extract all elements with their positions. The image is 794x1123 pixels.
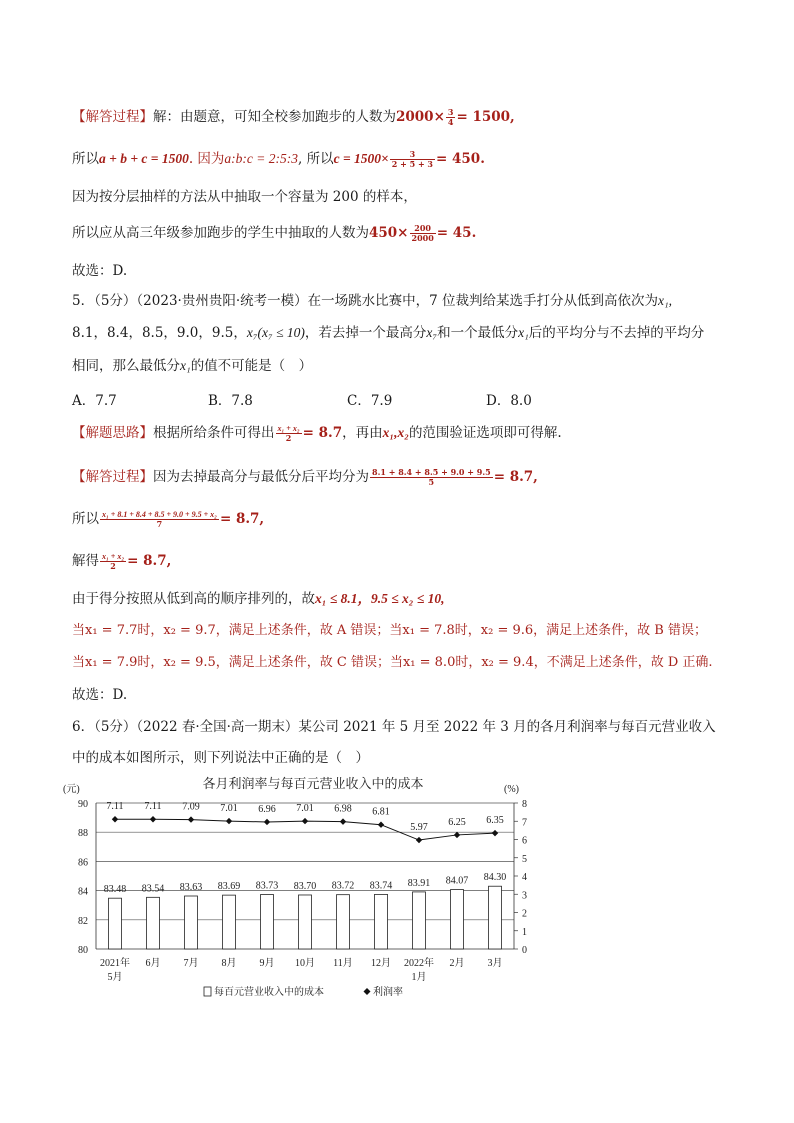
right-tick-label: 3 xyxy=(522,890,527,902)
profit-point-label: 7.01 xyxy=(296,803,314,815)
cost-bar-label: 84.07 xyxy=(445,875,469,887)
profit-point-label: 6.98 xyxy=(334,803,352,815)
profit-point-label: 7.11 xyxy=(106,801,124,813)
legend-bar-swatch xyxy=(204,987,211,996)
q4-solution-line1: 【解答过程】解：由题意，可知全校参加跑步的人数为2000× $\frac{3}{4}$ = 1500, xyxy=(72,107,515,127)
profit-point xyxy=(150,816,156,822)
cost-bar xyxy=(147,897,160,949)
left-tick-label: 86 xyxy=(78,857,88,869)
q4-answer: 故选：D. xyxy=(72,263,128,279)
cost-bar xyxy=(223,895,236,949)
q6-stem-line1: 6．（5分）（2022 春·全国·高一期末）某公司 2021 年 5 月至 2022 年 3 月的各月利润率与每百元营业收入 xyxy=(72,719,716,735)
q5-solution-line5: 当x₁ = 7.7时，x₂ = 9.7，满足上述条件，故 A 错误；当x₁ = 7.8时，x₂ = 9.6，满足上述条件，故 B 错误； xyxy=(72,623,707,638)
left-tick-label: 84 xyxy=(78,886,88,898)
profit-point-label: 6.25 xyxy=(448,816,466,828)
profit-point-label: 7.09 xyxy=(182,801,200,813)
category-label: 7月 xyxy=(183,958,199,969)
cost-bar-label: 83.72 xyxy=(331,880,355,892)
cost-bar xyxy=(451,890,464,949)
left-tick-label: 82 xyxy=(78,915,88,927)
profit-point xyxy=(264,819,270,825)
q5-hint: 【解题思路】根据所给条件可得出 $\frac{\text{x₁ + x₂}}{2}$ = 8.7，再由x₁,x₂的范围验证选项即可得解. xyxy=(72,424,562,443)
q5-solution-line4: 由于得分按照从低到高的顺序排列的，故x₁ ≤ 8.1，9.5 ≤ x₂ ≤ 10, xyxy=(72,591,445,607)
cost-bar-label: 83.91 xyxy=(407,877,431,889)
right-tick-label: 8 xyxy=(522,799,527,810)
category-label: 8月 xyxy=(221,958,237,969)
category-label: 6月 xyxy=(145,958,161,969)
cost-bar-label: 83.63 xyxy=(179,882,203,894)
q5-stem-line2: 8.1，8.4，8.5，9.0，9.5，x₇(x₇ ≤ 10)，若去掉一个最高分x₇和一个最低分x₁后的平均分与不去掉的平均分 xyxy=(72,325,705,341)
cost-bar xyxy=(109,898,122,949)
right-tick-label: 7 xyxy=(522,817,527,829)
profit-point xyxy=(226,818,232,824)
right-tick-label: 5 xyxy=(522,853,527,865)
category-label: 11月 xyxy=(333,958,353,969)
q5-option-b: B．7.8 xyxy=(208,393,253,409)
profit-point xyxy=(188,816,194,822)
profit-point xyxy=(302,818,308,824)
right-axis-unit: (%) xyxy=(504,784,519,795)
q5-stem-line1: 5．（5分）（2023·贵州贵阳·统考一模）在一场跳水比赛中，7 位裁判给某选手打分从低到高依次为x₁, xyxy=(72,293,673,309)
legend-line-swatch xyxy=(364,988,371,995)
q6-stem-line2: 中的成本如图所示，则下列说法中正确的是（ ） xyxy=(72,750,369,766)
cost-bar xyxy=(299,895,312,949)
profit-point-label: 5.97 xyxy=(410,822,428,834)
q5-option-d: D．8.0 xyxy=(486,393,532,409)
cost-bar xyxy=(185,896,198,949)
left-axis-unit: (元) xyxy=(63,784,80,795)
profit-point xyxy=(378,822,384,828)
q5-answer: 故选：D. xyxy=(72,687,128,703)
category-label: 2月 xyxy=(449,958,465,969)
q5-solution-line1: 【解答过程】因为去掉最高分与最低分后平均分为 $\frac{8.1 + 8.4 + 8.5 + 9.0 + 9.5}{5}$ = 8.7, xyxy=(72,467,538,487)
profit-point-label: 7.01 xyxy=(220,803,238,815)
cost-bar xyxy=(375,894,388,949)
q5-option-c: C．7.9 xyxy=(347,393,393,409)
category-label: 3月 xyxy=(487,958,503,969)
profit-cost-chart xyxy=(0,770,794,1010)
cost-bar-label: 84.30 xyxy=(483,872,507,884)
cost-bar-label: 83.48 xyxy=(103,884,127,896)
left-tick-label: 90 xyxy=(78,799,88,810)
cost-bar xyxy=(337,895,350,949)
right-tick-label: 1 xyxy=(522,926,527,938)
q5-option-a: A．7.7 xyxy=(72,393,117,409)
profit-point xyxy=(112,816,118,822)
profit-point-label: 6.96 xyxy=(258,803,276,815)
right-tick-label: 4 xyxy=(522,872,527,883)
category-label: 10月 xyxy=(295,958,315,969)
solution-tag: 【解答过程】 xyxy=(72,109,153,125)
category-label: 12月 xyxy=(371,958,391,969)
cost-bar-label: 83.70 xyxy=(293,880,317,892)
right-tick-label: 6 xyxy=(522,835,527,847)
q5-solution-line3: 解得 $\frac{\text{x₁ + x₂}}{2}$ = 8.7, xyxy=(72,552,172,571)
profit-point-label: 6.81 xyxy=(372,806,390,818)
profit-point xyxy=(454,832,460,838)
profit-point xyxy=(492,830,498,836)
chart-title: 各月利润率与每百元营业收入中的成本 xyxy=(202,776,424,791)
q5-solution-line6: 当x₁ = 7.9时，x₂ = 9.5，满足上述条件，故 C 错误；当x₁ = 8.0时，x₂ = 9.4，不满足上述条件，故 D 正确. xyxy=(72,655,713,670)
cost-bar-label: 83.74 xyxy=(369,880,393,892)
legend-profit: 利润率 xyxy=(373,987,403,998)
q4-solution-line4: 所以应从高三年级参加跑步的学生中抽取的人数为450× $\frac{200}{2000}$ = 45. xyxy=(72,223,477,243)
category-label: 2022年 xyxy=(404,958,434,969)
right-tick-label: 0 xyxy=(522,945,527,956)
category-label: 9月 xyxy=(259,958,275,969)
category-label: 5月 xyxy=(107,972,123,983)
cost-bar-label: 83.54 xyxy=(141,883,165,895)
cost-bar xyxy=(489,886,502,949)
q5-stem-line3: 相同，那么最低分x₁的值不可能是（ ） xyxy=(72,358,313,374)
profit-point-label: 6.35 xyxy=(486,815,504,827)
q4-solution-line3: 因为按分层抽样的方法从中抽取一个容量为 200 的样本， xyxy=(72,189,417,205)
q4-solution-line2: 所以a + b + c = 1500. 因为a:b:c = 2:5:3, 所以c = 1500× $\frac{3}{2 + 5 + 3}$ = 450. xyxy=(72,149,485,169)
legend-cost: 每百元营业收入中的成本 xyxy=(214,987,324,998)
category-label: 2021年 xyxy=(100,958,130,969)
q5-solution-line2: 所以 $\frac{\text{x₁ + 8.1 + 8.4 + 8.5 + 9.0 + 9.5 + x₂}}{7}$ = 8.7, xyxy=(72,510,265,529)
left-tick-label: 80 xyxy=(78,945,88,956)
cost-bar xyxy=(261,895,274,949)
profit-point xyxy=(416,837,422,843)
left-tick-label: 88 xyxy=(78,828,88,840)
cost-bar-label: 83.69 xyxy=(217,881,241,893)
cost-bar-label: 83.73 xyxy=(255,880,279,892)
cost-bar xyxy=(413,892,426,949)
right-tick-label: 2 xyxy=(522,908,527,920)
profit-point xyxy=(340,818,346,824)
category-label: 1月 xyxy=(411,972,427,983)
profit-point-label: 7.11 xyxy=(144,801,162,813)
